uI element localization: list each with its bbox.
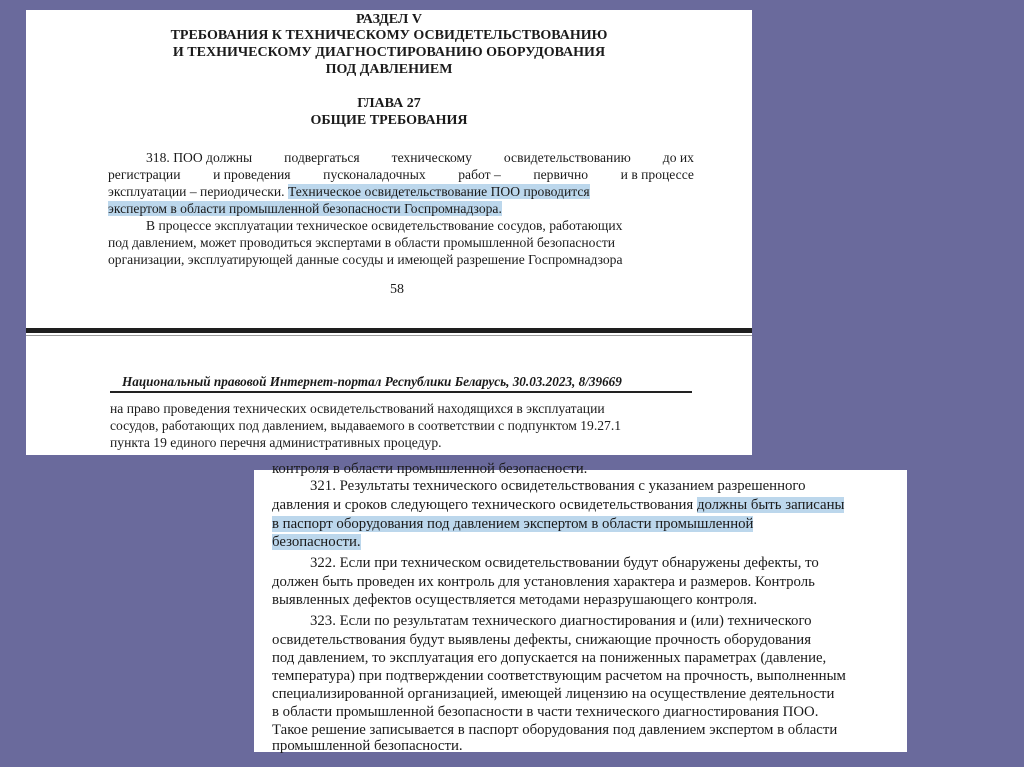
p321-line-3 — [272, 516, 753, 533]
cont-line-1: на право проведения технических освидетельствований находящихся в эксплуатации — [110, 401, 605, 416]
p321-line-4 — [272, 534, 361, 551]
section-title-line-2: И ТЕХНИЧЕСКОМУ ДИАГНОСТИРОВАНИЮ ОБОРУДОВАНИЯ — [172, 45, 606, 60]
section-heading: РАЗДЕЛ V — [356, 12, 422, 27]
pnext-line-1: В процессе эксплуатации техническое освидетельствование сосудов, работающих — [146, 218, 623, 233]
p321-line-2: давления и сроков следующего технического освидетельствования должны быть записаны — [272, 497, 845, 513]
p323-line-1: 323. Если по результатам технического диагностирования и (или) технического — [310, 613, 812, 629]
p318-line-2: регистрации и проведения пусконаладочных работ – первично и в процессе — [108, 167, 694, 182]
p318-line-1: 318. ПОО должны подвергаться техническому освидетельствованию до их — [146, 150, 694, 165]
highlighted-text: безопасности. — [272, 534, 361, 550]
chapter-heading: ГЛАВА 27 — [357, 96, 421, 111]
chapter-title: ОБЩИЕ ТРЕБОВАНИЯ — [310, 113, 468, 128]
document-page-bottom — [254, 461, 907, 754]
highlighted-text: должны быть записаны — [696, 497, 845, 513]
cont-line-3: пункта 19 единого перечня административных процедур. — [110, 435, 442, 450]
section-title-line-1: ТРЕБОВАНИЯ К ТЕХНИЧЕСКОМУ ОСВИДЕТЕЛЬСТВОВАНИЮ — [170, 28, 608, 43]
document-page-top — [26, 10, 752, 455]
p323-line-3: под давлением, то эксплуатация его допускается на пониженных параметрах (давление, — [272, 650, 827, 666]
pnext-line-2: под давлением, может проводиться экспертами в области промышленной безопасности — [108, 235, 616, 250]
highlighted-text: в паспорт оборудования под давлением экспертом в области промышленной — [272, 516, 754, 532]
p321-line-1: 321. Результаты технического освидетельствования с указанием разрешенного — [310, 478, 806, 494]
cont-line-2: сосудов, работающих под давлением, выдаваемого в соответствии с подпунктом 19.27.1 — [110, 418, 622, 433]
page-break-divider — [26, 328, 752, 333]
p323-line-4: температура) при подтверждении соответствующим расчетом на прочность, выполненным — [272, 668, 846, 684]
p322-line-1: 322. Если при техническом освидетельствовании будут обнаружены дефекты, то — [310, 555, 819, 571]
p322-line-2: должен быть проведен их контроль для установления характера и размеров. Контроль — [272, 574, 815, 590]
source-footer: Национальный правовой Интернет-портал Республики Беларусь, 30.03.2023, 8/39669 — [122, 374, 622, 389]
p322-line-3: выявленных дефектов осуществляется методами неразрушающего контроля. — [272, 592, 758, 608]
p323-line-5: специализированной организацией, имеющей лицензию на осуществление деятельности — [272, 686, 835, 702]
page-number: 58 — [390, 282, 404, 297]
highlighted-text: Техническое освидетельствование ПОО проводится — [287, 184, 590, 199]
highlighted-text: экспертом в области промышленной безопасности Госпромнадзора. — [108, 201, 502, 216]
footer-rule — [110, 391, 692, 393]
p323-line-7: Такое решение записывается в паспорт оборудования под давлением экспертом в области — [272, 722, 838, 738]
p323-line-2: освидетельствования будут выявлены дефекты, снижающие прочность оборудования — [272, 632, 812, 648]
section-title-line-3: ПОД ДАВЛЕНИЕМ — [325, 62, 453, 77]
p323-line-6: в области промышленной безопасности в части технического диагностирования ПОО. — [272, 704, 819, 720]
p318-line-4 — [108, 201, 502, 217]
pnext-line-3: организации, эксплуатирующей данные сосуды и имеющей разрешение Госпромнадзора — [108, 252, 623, 267]
cut-off-line: контроля в области промышленной безопасности. — [272, 461, 588, 477]
p318-line-3: эксплуатации – периодически. Техническое освидетельствование ПОО проводится — [108, 184, 590, 199]
page-break-shadow — [26, 335, 752, 336]
p323-line-8: промышленной безопасности. — [272, 738, 463, 754]
